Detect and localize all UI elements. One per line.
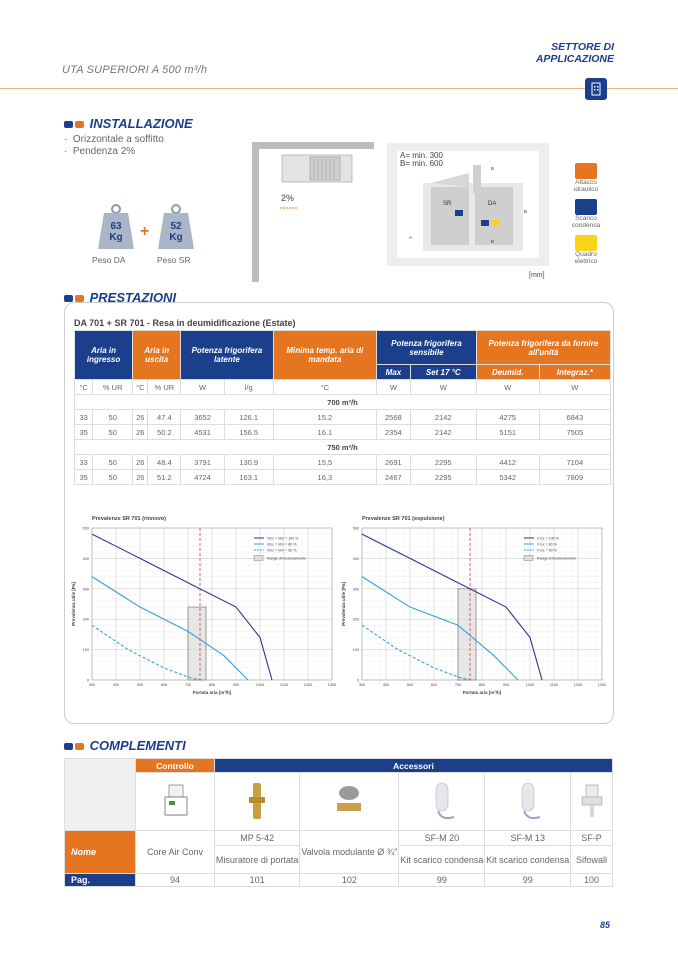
x-tick-label: 1000 — [525, 683, 535, 687]
weight-da-unit: Kg — [109, 232, 123, 243]
slope-label: 2% — [281, 193, 295, 203]
th-max: Max — [377, 365, 411, 380]
plus-sign: + — [140, 223, 150, 240]
complementi-title-text: COMPLEMENTI — [89, 738, 186, 753]
unit-cell: W — [181, 380, 225, 395]
cell: 130.9 — [224, 455, 273, 470]
x-tick-label: 400 — [382, 683, 390, 687]
unit-cell: °C — [133, 380, 148, 395]
th-potenza-sensibile: Potenza frigorifera sensibile — [377, 331, 477, 365]
cell: 2467 — [377, 470, 411, 485]
x-tick-label: 900 — [502, 683, 510, 687]
product-image — [300, 773, 399, 831]
y-tick-label: 400 — [82, 556, 89, 561]
item-page: 94 — [136, 874, 215, 887]
legend-label: Scarico condensa — [571, 215, 601, 229]
range-area — [458, 589, 476, 680]
x-tick-label: 400 — [112, 683, 120, 687]
x-tick-label: 900 — [232, 683, 240, 687]
weight-sr-icon — [156, 203, 196, 251]
x-tick-label: 300 — [358, 683, 366, 687]
x-tick-label: 500 — [406, 683, 414, 687]
deumidificazione-table — [74, 330, 611, 485]
bullet-text: Pendenza 2% — [72, 146, 136, 157]
cell: 4412 — [476, 455, 539, 470]
installazione-bullets — [64, 134, 164, 158]
settore-line-2: APPLICAZIONE — [535, 53, 614, 65]
unit-sr-label: SR — [443, 201, 452, 207]
product-image — [136, 773, 215, 831]
cell: 7809 — [539, 470, 610, 485]
units-row — [75, 380, 611, 395]
cell: 2295 — [410, 470, 476, 485]
cell: 35 — [75, 470, 93, 485]
cell: 6843 — [539, 410, 610, 425]
plan-diagram — [387, 143, 549, 266]
dim-b-label: B — [491, 239, 495, 244]
cell: 2142 — [410, 410, 476, 425]
bullet-item: · Pendenza 2% — [64, 146, 136, 157]
chart-rinnovo — [68, 512, 340, 700]
weight-da-number: 63 — [110, 221, 122, 232]
ceiling-install-diagram — [252, 142, 374, 282]
product-image — [571, 773, 613, 831]
installazione-title-text: INSTALLAZIONE — [89, 116, 193, 131]
unit-cell: l/g — [224, 380, 273, 395]
cell: 163.1 — [224, 470, 273, 485]
clearance-b: B= min. 600 — [400, 159, 443, 168]
unit-cell: °C — [75, 380, 93, 395]
code-row — [65, 831, 613, 846]
blank-corner — [65, 759, 136, 831]
x-tick-label: 300 — [88, 683, 96, 687]
nome-label: Nome — [65, 831, 136, 874]
cell: 7505 — [539, 425, 610, 440]
x-tick-label: 600 — [160, 683, 168, 687]
images-row — [65, 773, 613, 831]
x-tick-label: 1200 — [573, 683, 583, 687]
cell: 156.5 — [224, 425, 273, 440]
section-bullet-icon — [75, 121, 84, 128]
cell: 50 — [93, 455, 133, 470]
cell: 26 — [133, 410, 148, 425]
chart-title: Prevalenze SR 701 (rinnovo) — [92, 516, 166, 522]
weight-da-value — [96, 221, 136, 243]
legend-label: Vinc = Vim = 100 % — [267, 536, 299, 541]
weight-sr-number: 52 — [170, 221, 182, 232]
x-tick-label: 600 — [430, 683, 438, 687]
th-accessori: Accessori — [215, 759, 613, 773]
clearance-a: A= min. 300 — [400, 151, 443, 160]
cell: 48.4 — [148, 455, 181, 470]
item-name: Core Air Conv — [136, 831, 215, 874]
weight-sr-value — [156, 221, 196, 243]
unit-cell: W — [476, 380, 539, 395]
cell: 3791 — [181, 455, 225, 470]
x-tick-label: 500 — [136, 683, 144, 687]
y-tick-label: 0 — [86, 678, 89, 683]
complementi-header-row — [65, 759, 613, 773]
table-header-row — [75, 331, 611, 365]
item-name: Valvola modulante Ø ¾" — [300, 831, 399, 874]
cell: 15,5 — [273, 455, 376, 470]
cell: 4531 — [181, 425, 225, 440]
cell: 26 — [133, 455, 148, 470]
item-page: 100 — [571, 874, 613, 887]
section-bullet-icon — [64, 743, 73, 750]
x-tick-label: 1200 — [303, 683, 313, 687]
product-image — [215, 773, 300, 831]
th-aria-ingresso: Aria in ingresso — [75, 331, 133, 380]
cell: 15.2 — [273, 410, 376, 425]
dim-b-label: B — [491, 166, 495, 171]
item-code: SF-P — [571, 831, 613, 846]
unit-da-label: DA — [488, 201, 497, 207]
group-row — [75, 440, 611, 455]
cell: 26 — [133, 470, 148, 485]
x-axis-label: Portata aria [m³/h] — [192, 690, 232, 695]
legend-drain — [566, 199, 606, 229]
cell: 35 — [75, 425, 93, 440]
weight-sr-unit: Kg — [169, 232, 183, 243]
item-desc: Kit scarico condensa — [399, 846, 485, 874]
group-label: 700 m³/h — [75, 395, 611, 410]
table-row — [75, 470, 611, 485]
group-row — [75, 395, 611, 410]
x-tick-label: 700 — [454, 683, 462, 687]
unit-cell: °C — [273, 380, 376, 395]
y-tick-label: 300 — [82, 587, 89, 592]
legend-label: Quadro elettrico — [574, 251, 598, 265]
electrical-panel-icon — [575, 235, 597, 251]
cell: 2295 — [410, 455, 476, 470]
th-potenza-unita: Potenza frigorifera da fornire all'unità — [476, 331, 610, 365]
cell: 5342 — [476, 470, 539, 485]
y-tick-label: 200 — [352, 617, 359, 622]
item-page: 99 — [485, 874, 571, 887]
pag-row — [65, 874, 613, 887]
legend-label: V Ex = 100 % — [537, 536, 559, 541]
cell: 47.4 — [148, 410, 181, 425]
legend-label: V Ex = 50 % — [537, 548, 557, 553]
weight-sr-label: Peso SR — [157, 255, 191, 265]
item-code: SF-M 13 — [485, 831, 571, 846]
unit-mm-label: [mm] — [529, 272, 545, 279]
item-code: MP 5-42 — [215, 831, 300, 846]
complementi-title — [64, 738, 186, 753]
item-page: 102 — [300, 874, 399, 887]
unit-cell: W — [539, 380, 610, 395]
x-tick-label: 800 — [478, 683, 486, 687]
cell: 126.1 — [224, 410, 273, 425]
item-desc: Misuratore di portata — [215, 846, 300, 874]
legend-label: Vinc = Vim = 80 % — [267, 542, 297, 547]
cell: 50.2 — [148, 425, 181, 440]
item-desc: Kit scarico condensa — [485, 846, 571, 874]
table-title: DA 701 + SR 701 - Resa in deumidificazione (Estate) — [74, 318, 296, 328]
legend-label: Range di funzionamento — [537, 556, 576, 561]
weight-da-icon — [96, 203, 136, 251]
item-desc: Sifowall — [571, 846, 613, 874]
cell: 2568 — [377, 410, 411, 425]
th-minima-temp: Minima temp. aria di mandata — [273, 331, 376, 380]
legend-label: Range di funzionamento — [267, 556, 306, 561]
pag-label: Pag. — [65, 874, 136, 887]
cell: 33 — [75, 410, 93, 425]
x-tick-label: 1000 — [255, 683, 265, 687]
prestazioni-title-text: PRESTAZIONI — [89, 290, 177, 305]
condensate-drain-icon — [455, 210, 463, 216]
bullet-item: · Orizzontale a soffitto — [64, 134, 164, 145]
clearance-labels — [400, 152, 443, 168]
legend-label: Vinc = Vim = 50 % — [267, 548, 297, 553]
table-row — [75, 455, 611, 470]
unit-cell: % UR — [148, 380, 181, 395]
item-code: SF-M 20 — [399, 831, 485, 846]
cell: 4275 — [476, 410, 539, 425]
cell: 2354 — [377, 425, 411, 440]
x-tick-label: 1100 — [279, 683, 289, 687]
cell: 16.1 — [273, 425, 376, 440]
table-row — [75, 410, 611, 425]
th-set17: Set 17 °C — [410, 365, 476, 380]
cell: 5151 — [476, 425, 539, 440]
condensate-drain-icon — [481, 220, 489, 226]
item-page: 99 — [399, 874, 485, 887]
range-area — [188, 607, 206, 680]
cell: 50 — [93, 470, 133, 485]
settore-heading — [536, 41, 614, 65]
section-bullet-icon — [75, 295, 84, 302]
y-tick-label: 200 — [82, 617, 89, 622]
y-axis-label: Prevalenza utile [Pa] — [341, 582, 346, 626]
bullet-text: Orizzontale a soffitto — [72, 134, 164, 145]
item-page: 101 — [215, 874, 300, 887]
y-tick-label: 500 — [82, 526, 89, 531]
dim-a-label: A — [409, 235, 413, 240]
cell: 51.2 — [148, 470, 181, 485]
cell: 4724 — [181, 470, 225, 485]
th-integraz: Integraz.* — [539, 365, 610, 380]
electrical-panel-icon — [491, 220, 499, 226]
hydraulic-connection-icon — [575, 163, 597, 179]
complementi-table — [64, 758, 613, 887]
x-tick-label: 1300 — [597, 683, 607, 687]
y-axis-label: Prevalenza utile [Pa] — [71, 582, 76, 626]
th-aria-uscita: Aria in uscita — [133, 331, 181, 380]
x-tick-label: 1300 — [327, 683, 337, 687]
legend-swatch — [524, 556, 533, 561]
section-bullet-icon — [64, 295, 73, 302]
product-image — [485, 773, 571, 831]
y-tick-label: 500 — [352, 526, 359, 531]
y-tick-label: 300 — [352, 587, 359, 592]
section-bullet-icon — [75, 743, 84, 750]
legend-swatch — [254, 556, 263, 561]
y-tick-label: 100 — [82, 648, 89, 653]
cell: 16,3 — [273, 470, 376, 485]
cell: 33 — [75, 455, 93, 470]
section-bullet-icon — [64, 121, 73, 128]
th-potenza-latente: Potenza frigorifera latente — [181, 331, 273, 380]
table-row — [75, 425, 611, 440]
cell: 50 — [93, 410, 133, 425]
cell: 2691 — [377, 455, 411, 470]
legend-label: V Ex = 80 % — [537, 542, 557, 547]
cell: 50 — [93, 425, 133, 440]
x-tick-label: 1100 — [549, 683, 559, 687]
settore-line-1: SETTORE DI — [551, 41, 614, 53]
group-label: 750 m³/h — [75, 440, 611, 455]
chart-title: Prevalenze SR 701 (espulsione) — [362, 516, 445, 522]
th-controllo: Controllo — [136, 759, 215, 773]
chart-espulsione — [338, 512, 610, 700]
weight-da-label: Peso DA — [92, 255, 126, 265]
y-tick-label: 0 — [356, 678, 359, 683]
page-number: 85 — [600, 920, 611, 930]
cell: 2142 — [410, 425, 476, 440]
cell: 7104 — [539, 455, 610, 470]
y-tick-label: 400 — [352, 556, 359, 561]
cell: 3652 — [181, 410, 225, 425]
unit-cell: W — [410, 380, 476, 395]
unit-cell: % UR — [93, 380, 133, 395]
condensate-drain-icon — [575, 199, 597, 215]
building-icon — [585, 78, 607, 100]
page-subtitle: UTA SUPERIORI A 500 m³/h — [62, 64, 208, 76]
header-divider — [0, 88, 678, 89]
x-tick-label: 700 — [184, 683, 192, 687]
cell: 26 — [133, 425, 148, 440]
x-axis-label: Portata aria [m³/h] — [462, 690, 502, 695]
unit-cell: W — [377, 380, 411, 395]
th-deumid: Deumid. — [476, 365, 539, 380]
legend-panel — [566, 235, 606, 265]
product-image — [399, 773, 485, 831]
installazione-title — [64, 116, 193, 131]
dim-b-label: B — [524, 209, 528, 214]
legend-label: Attacco idraulico — [573, 179, 599, 193]
legend-hydraulic — [566, 163, 606, 193]
y-tick-label: 100 — [352, 648, 359, 653]
x-tick-label: 800 — [208, 683, 216, 687]
